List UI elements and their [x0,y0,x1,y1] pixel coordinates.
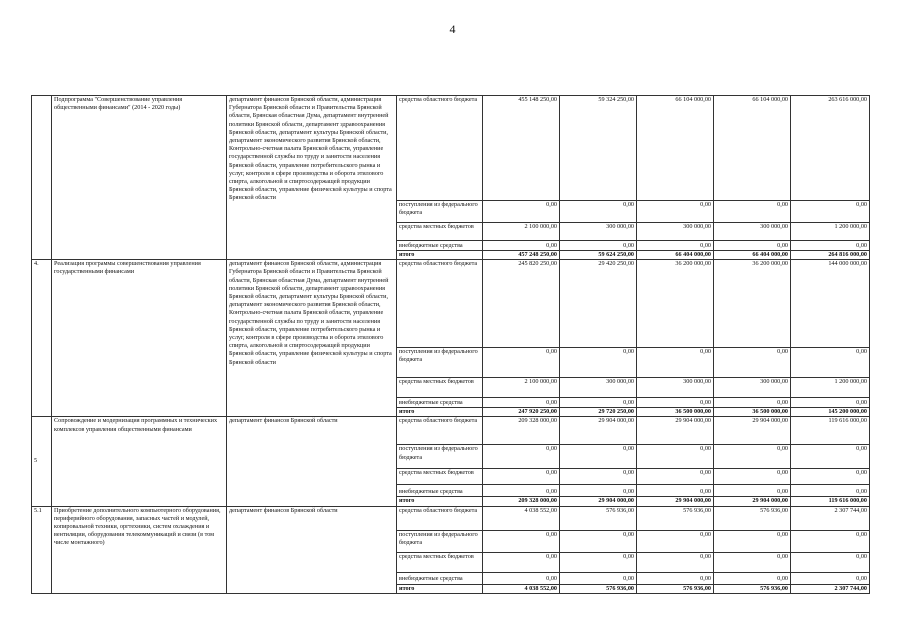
amount-cell: 36 200 000,00 [637,260,714,348]
amount-cell: 263 616 000,00 [791,96,870,201]
amount-cell: 4 038 552,00 [483,584,560,593]
amount-cell: 119 616 000,00 [791,497,870,506]
amount-cell: 29 904 000,00 [560,497,637,506]
table-row [32,417,870,445]
amount-cell: 576 936,00 [560,506,637,530]
activity-name: Сопровождение и модернизация программных и технических комплексов управления общественными финансами [52,417,227,506]
amount-cell: 0,00 [483,445,560,469]
page-number: 4 [449,22,456,36]
amount-cell: 300 000,00 [560,378,637,398]
row-index: 5 [32,417,52,506]
amount-cell: 0,00 [791,348,870,378]
amount-cell: 0,00 [637,485,714,497]
amount-cell: 0,00 [637,572,714,584]
amount-cell: 2 307 744,00 [791,506,870,530]
amount-cell: 0,00 [483,241,560,251]
amount-cell: 0,00 [791,398,870,408]
amount-cell: 300 000,00 [637,223,714,241]
table-row [32,260,870,348]
amount-cell: 0,00 [791,485,870,497]
amount-cell: 0,00 [637,530,714,552]
amount-cell: 29 904 000,00 [714,417,791,445]
amount-cell: 0,00 [714,398,791,408]
amount-cell: 247 920 250,00 [483,408,560,417]
activity-name: Подпрограмма "Совершенствование управления общественными финансами" (2014 - 2020 годы) [52,96,227,260]
amount-cell: 245 820 250,00 [483,260,560,348]
activity-name: Реализация программы совершенствования управления государственными финансами [52,260,227,417]
amount-cell: 59 624 250,00 [560,251,637,260]
row-index [32,96,52,260]
amount-cell: 29 904 000,00 [560,417,637,445]
amount-cell: 0,00 [560,572,637,584]
amount-cell: 300 000,00 [714,223,791,241]
amount-cell: 576 936,00 [637,506,714,530]
amount-cell: 0,00 [714,552,791,572]
funding-source: поступления из федерального бюджета [397,445,483,469]
amount-cell: 576 936,00 [637,584,714,593]
funding-source: средства местных бюджетов [397,378,483,398]
funding-source: поступления из федерального бюджета [397,530,483,552]
amount-cell: 2 307 744,00 [791,584,870,593]
amount-cell: 0,00 [637,241,714,251]
amount-cell: 0,00 [483,398,560,408]
funding-source: внебюджетные средства [397,398,483,408]
funding-source: итого [397,408,483,417]
funding-source: средства местных бюджетов [397,552,483,572]
amount-cell: 119 616 000,00 [791,417,870,445]
amount-cell: 0,00 [560,469,637,485]
amount-cell: 59 324 250,00 [560,96,637,201]
table-row [32,96,870,201]
amount-cell: 0,00 [483,530,560,552]
amount-cell: 0,00 [637,445,714,469]
amount-cell: 66 404 000,00 [714,251,791,260]
amount-cell: 209 328 000,00 [483,417,560,445]
amount-cell: 0,00 [714,572,791,584]
funding-source: средства областного бюджета [397,417,483,445]
funding-source: поступления из федерального бюджета [397,201,483,223]
amount-cell: 36 200 000,00 [714,260,791,348]
amount-cell: 0,00 [714,348,791,378]
amount-cell: 0,00 [560,398,637,408]
funding-source: средства местных бюджетов [397,469,483,485]
amount-cell: 0,00 [714,201,791,223]
amount-cell: 0,00 [791,201,870,223]
amount-cell: 0,00 [714,485,791,497]
amount-cell: 29 904 000,00 [637,497,714,506]
executors: департамент финансов Брянской области [227,417,397,506]
amount-cell: 264 816 000,00 [791,251,870,260]
amount-cell: 29 720 250,00 [560,408,637,417]
amount-cell: 4 038 552,00 [483,506,560,530]
amount-cell: 0,00 [483,469,560,485]
amount-cell: 29 904 000,00 [637,417,714,445]
amount-cell: 0,00 [714,469,791,485]
amount-cell: 0,00 [791,241,870,251]
funding-source: внебюджетные средства [397,572,483,584]
amount-cell: 0,00 [791,445,870,469]
activity-name: Приобретение дополнительного компьютерного оборудования, периферийного оборудования, запасных частей и модулей, копировальной техники, оргтехники, систем охлаждения и вентиляции, оборудования телекоммуникаций и связи (в том числе монтажного) [52,506,227,593]
amount-cell: 2 100 000,00 [483,223,560,241]
table-row [32,506,870,530]
executors: департамент финансов Брянской области [227,506,397,593]
funding-source: внебюджетные средства [397,485,483,497]
amount-cell: 457 248 250,00 [483,251,560,260]
funding-source: средства областного бюджета [397,96,483,201]
funding-source: внебюджетные средства [397,241,483,251]
amount-cell: 209 328 000,00 [483,497,560,506]
amount-cell: 36 500 000,00 [637,408,714,417]
amount-cell: 0,00 [483,201,560,223]
amount-cell: 0,00 [560,348,637,378]
amount-cell: 0,00 [560,552,637,572]
amount-cell: 0,00 [560,241,637,251]
amount-cell: 0,00 [483,485,560,497]
funding-source: средства областного бюджета [397,260,483,348]
executors: департамент финансов Брянской области, администрация Губернатора Брянской области и Правительства Брянской области, Брянская областная Дума, департамент внутренней политики Брянской области, департамент здравоохранения Брянской области, департамент культуры Брянской области, департамент экономического развития Брянской области, Контрольно-счетная палата Брянской области, управление государственной службы по труду и занятости населения Брянской области, управление потребительского рынка и услуг, контроля в сфере производства и оборота этилового спирта, алкогольной и спиртосодержащей продукции Брянской области, управление физической культуры и спорта Брянской области [227,260,397,417]
budget-table [31,95,870,594]
amount-cell: 1 200 000,00 [791,378,870,398]
amount-cell: 0,00 [637,552,714,572]
amount-cell: 0,00 [637,201,714,223]
amount-cell: 29 904 000,00 [714,497,791,506]
amount-cell: 144 000 000,00 [791,260,870,348]
amount-cell: 66 104 000,00 [637,96,714,201]
amount-cell: 0,00 [560,201,637,223]
amount-cell: 0,00 [791,552,870,572]
amount-cell: 66 104 000,00 [714,96,791,201]
amount-cell: 0,00 [714,530,791,552]
amount-cell: 576 936,00 [714,506,791,530]
amount-cell: 0,00 [483,572,560,584]
amount-cell: 36 500 000,00 [714,408,791,417]
funding-source: средства местных бюджетов [397,223,483,241]
amount-cell: 300 000,00 [560,223,637,241]
amount-cell: 0,00 [483,552,560,572]
funding-source: итого [397,497,483,506]
amount-cell: 0,00 [714,445,791,469]
amount-cell: 0,00 [483,348,560,378]
funding-source: поступления из федерального бюджета [397,348,483,378]
funding-source: средства областного бюджета [397,506,483,530]
amount-cell: 1 200 000,00 [791,223,870,241]
amount-cell: 300 000,00 [637,378,714,398]
amount-cell: 0,00 [637,469,714,485]
table-body [32,96,870,594]
amount-cell: 455 148 250,00 [483,96,560,201]
amount-cell: 0,00 [560,485,637,497]
row-index: 5.1 [32,506,52,593]
amount-cell: 0,00 [560,530,637,552]
executors: департамент финансов Брянской области, администрация Губернатора Брянской области и Правительства Брянской области, Брянская областная Дума, департамент внутренней политики Брянской области, департамент здравоохранения Брянской области, департамент культуры Брянской области, департамент экономического развития Брянской области, Контрольно-счетная палата Брянской области, управление государственной службы по труду и занятости населения Брянской области, управление потребительского рынка и услуг, контроля в сфере производства и оборота этилового спирта, алкогольной и спиртосодержащей продукции Брянской области, управление физической культуры и спорта Брянской области [227,96,397,260]
amount-cell: 0,00 [791,530,870,552]
amount-cell: 66 404 000,00 [637,251,714,260]
amount-cell: 2 100 000,00 [483,378,560,398]
amount-cell: 0,00 [637,348,714,378]
amount-cell: 0,00 [560,445,637,469]
amount-cell: 576 936,00 [560,584,637,593]
amount-cell: 145 200 000,00 [791,408,870,417]
amount-cell: 0,00 [791,469,870,485]
funding-source: итого [397,251,483,260]
amount-cell: 576 936,00 [714,584,791,593]
funding-source: итого [397,584,483,593]
amount-cell: 29 420 250,00 [560,260,637,348]
amount-cell: 300 000,00 [714,378,791,398]
row-index: 4. [32,260,52,417]
amount-cell: 0,00 [791,572,870,584]
amount-cell: 0,00 [714,241,791,251]
amount-cell: 0,00 [637,398,714,408]
